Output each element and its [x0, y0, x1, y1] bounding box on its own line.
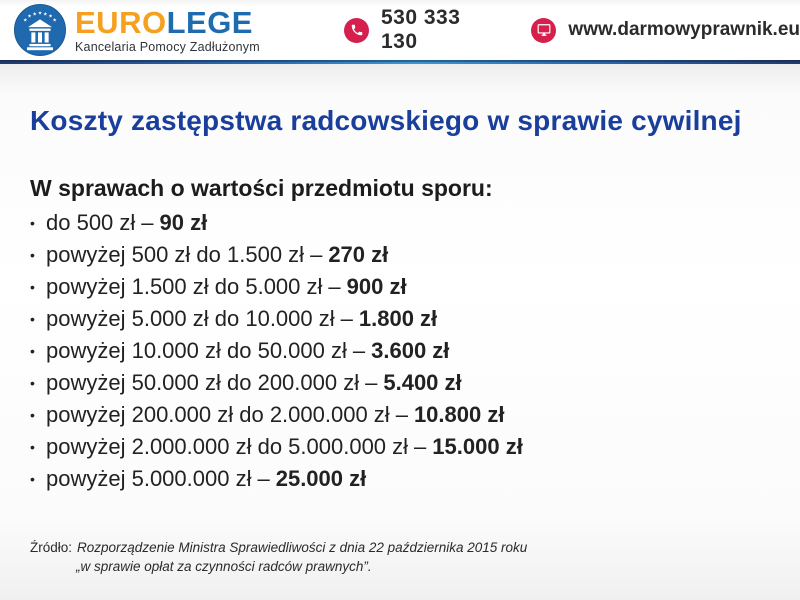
bullet-icon: •: [30, 375, 35, 391]
logo: [14, 4, 260, 56]
fee-list-item: [30, 303, 800, 335]
bullet-icon: •: [30, 439, 35, 455]
brand-name: [75, 4, 260, 40]
bullet-icon: •: [30, 279, 35, 295]
dash-separator: –: [365, 370, 378, 395]
fee-amount: 270 zł: [328, 242, 389, 267]
dash-separator: –: [352, 338, 366, 363]
bullet-icon: •: [30, 407, 35, 423]
dash-separator: –: [328, 274, 341, 299]
fee-range: powyżej 500 zł do 1.500 zł: [46, 242, 305, 267]
fee-list: [0, 207, 800, 495]
fee-list-item: [30, 271, 800, 303]
source-line-1: [30, 538, 527, 557]
brand-text: [75, 4, 260, 54]
svg-text:★: ★: [37, 11, 43, 17]
fee-list-item: [30, 239, 800, 271]
source-note: [30, 538, 527, 576]
fee-list-item: [30, 399, 800, 431]
fee-range: powyżej 200.000 zł do 2.000.000 zł: [46, 402, 390, 427]
fee-list-item: [30, 367, 800, 399]
bullet-icon: •: [30, 343, 35, 359]
brand-name-euro: EURO: [75, 4, 167, 40]
fee-range: do 500 zł: [46, 210, 136, 235]
courthouse-stars-icon: [14, 4, 66, 56]
svg-text:★: ★: [48, 14, 53, 20]
fee-range: powyżej 10.000 zł do 50.000 zł: [46, 338, 347, 363]
monitor-icon: [531, 18, 556, 43]
svg-text:★: ★: [32, 12, 37, 18]
fee-range: powyżej 2.000.000 zł do 5.000.000 zł: [46, 434, 409, 459]
fee-range: powyżej 5.000 zł do 10.000 zł: [46, 306, 335, 331]
source-line-2: [30, 557, 527, 576]
fee-amount: 900 zł: [346, 274, 407, 299]
header: [0, 0, 800, 60]
fee-amount: 15.000 zł: [432, 434, 523, 459]
fee-list-item: [30, 463, 800, 495]
bullet-icon: •: [30, 247, 35, 263]
source-text-line1: Rozporządzenie Ministra Sprawiedliwości z dnia 22 października 2015 roku: [77, 540, 528, 555]
dash-separator: –: [257, 466, 270, 491]
dash-separator: –: [310, 242, 323, 267]
dash-separator: –: [395, 402, 408, 427]
phone-contact[interactable]: [344, 6, 496, 54]
fee-list-item: [30, 335, 800, 367]
fee-amount: 90 zł: [159, 210, 208, 235]
source-label: Źródło:: [30, 540, 73, 555]
fee-amount: 5.400 zł: [383, 370, 462, 395]
bullet-icon: •: [30, 311, 35, 327]
page-title: Koszty zastępstwa radcowskiego w sprawie cywilnej: [30, 105, 742, 136]
phone-icon: [344, 18, 369, 43]
fee-list-item: [30, 431, 800, 463]
fee-range: powyżej 1.500 zł do 5.000 zł: [46, 274, 323, 299]
brand-name-lege: LEGE: [166, 4, 253, 40]
svg-text:★: ★: [23, 18, 28, 24]
website-url: www.darmowyprawnik.eu: [568, 19, 800, 40]
fee-amount: 1.800 zł: [358, 306, 438, 331]
svg-text:★: ★: [52, 18, 57, 24]
brand-tagline: Kancelaria Pomocy Zadłużonym: [75, 39, 260, 54]
phone-number: 530 333 130: [381, 6, 461, 53]
fee-amount: 10.800 zł: [413, 402, 505, 427]
list-heading: W sprawach o wartości przedmiotu sporu:: [30, 175, 493, 201]
header-contacts: [344, 0, 800, 60]
fee-amount: 3.600 zł: [371, 338, 450, 363]
content: [0, 64, 800, 600]
dash-separator: –: [414, 434, 427, 459]
bullet-icon: •: [30, 215, 35, 231]
source-text-line2: „w sprawie opłat za czynności radców prawnych”.: [76, 559, 372, 574]
fee-range: powyżej 5.000.000 zł: [46, 466, 252, 491]
fee-range: powyżej 50.000 zł do 200.000 zł: [46, 370, 360, 395]
fee-list-item: [30, 207, 800, 239]
dash-separator: –: [141, 210, 154, 235]
svg-text:★: ★: [27, 14, 32, 20]
dash-separator: –: [340, 306, 353, 331]
svg-text:★: ★: [43, 12, 48, 18]
bullet-icon: •: [30, 471, 35, 487]
fee-amount: 25.000 zł: [275, 466, 367, 491]
website-link[interactable]: [531, 18, 800, 43]
